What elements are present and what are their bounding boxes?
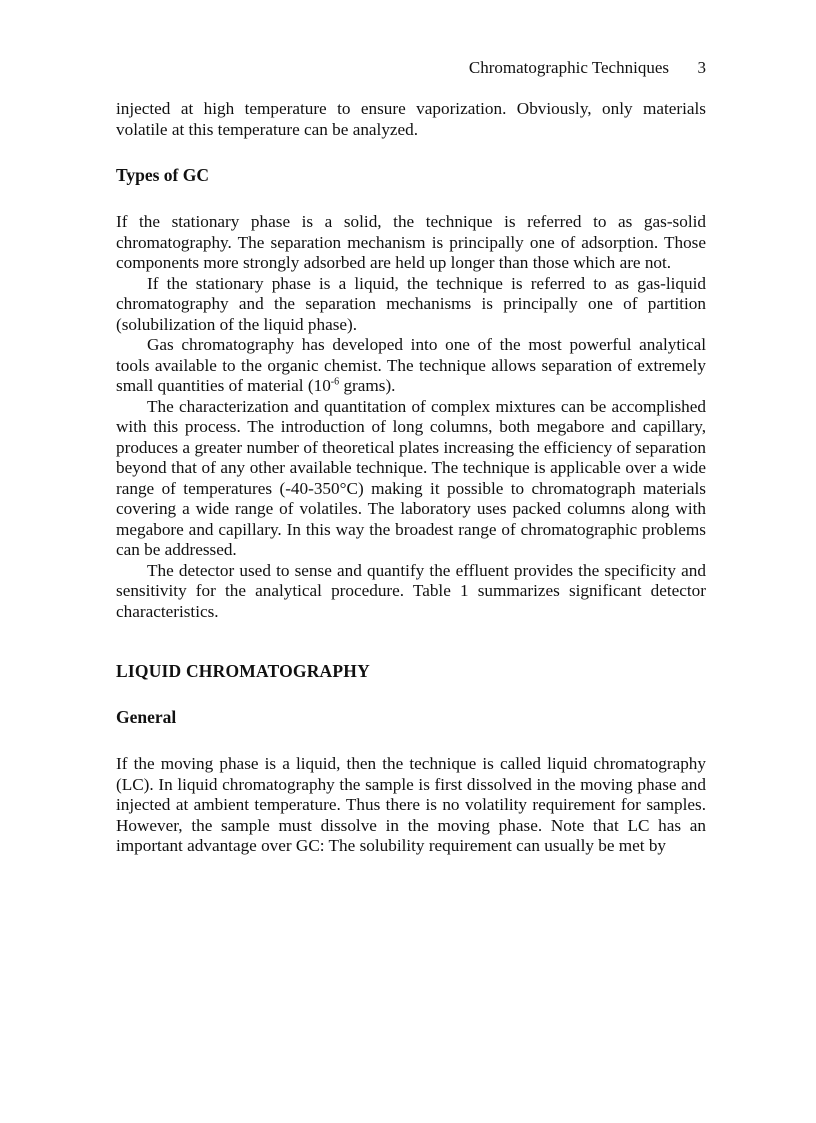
running-header bbox=[116, 58, 706, 82]
gc-power-text: Gas chromatography has developed into one of the most powerful analytical tools available to the organic chemist. The technique allows separation of extremely small quantities of material (10 bbox=[116, 335, 706, 395]
detector-paragraph: The detector used to sense and quantify the effluent provides the specificity and sensitivity for the analytical procedure. Table 1 summarizes significant detector characteristics. bbox=[116, 560, 706, 621]
page-number: 3 bbox=[697, 58, 706, 77]
gc-power-text-end: grams). bbox=[339, 376, 396, 395]
gas-solid-paragraph: If the stationary phase is a solid, the technique is referred to as gas-solid chromatography. The separation mechanism is principally one of adsorption. Those components more strongly adsorbed are held up longer than those which are not. bbox=[116, 212, 706, 272]
gc-power-paragraph bbox=[116, 335, 706, 397]
intro-paragraph: injected at high temperature to ensure vaporization. Obviously, only materials volatile at this temperature can be analyzed. bbox=[116, 99, 706, 139]
characterization-paragraph: The characterization and quantitation of complex mixtures can be accomplished with this process. The introduction of long columns, both megabore and capillary, produces a greater number of theoretical plates increasing the efficiency of separation beyond that of any other available technique. The technique is applicable over a wide range of temperatures (-40-350°C) making it possible to chromatograph materials covering a wide range of volatiles. The laboratory uses packed columns along with megabore and capillary. In this way the broadest range of chromatographic problems can be addressed. bbox=[116, 396, 706, 559]
liquid-chromatography-heading: LIQUID CHROMATOGRAPHY bbox=[116, 661, 370, 681]
running-title: Chromatographic Techniques bbox=[468, 58, 669, 77]
lc-general-paragraph: If the moving phase is a liquid, then the technique is called liquid chromatography (LC). In liquid chromatography the sample is first dissolved in the moving phase and injected at ambient temperature. Thus there is no volatility requirement for samples. However, the sample must dissolve in the moving phase. Note that LC has an important advantage over GC: The solubility requirement can usually be met by bbox=[116, 754, 706, 855]
general-heading: General bbox=[116, 707, 177, 727]
gas-liquid-paragraph: If the stationary phase is a liquid, the technique is referred to as gas-liquid chromatography and the separation mechanisms is principally one of partition (solubilization of the liquid phase). bbox=[116, 273, 706, 334]
document-page bbox=[116, 58, 706, 857]
types-of-gc-heading: Types of GC bbox=[116, 165, 210, 185]
exponent: -6 bbox=[330, 376, 340, 388]
